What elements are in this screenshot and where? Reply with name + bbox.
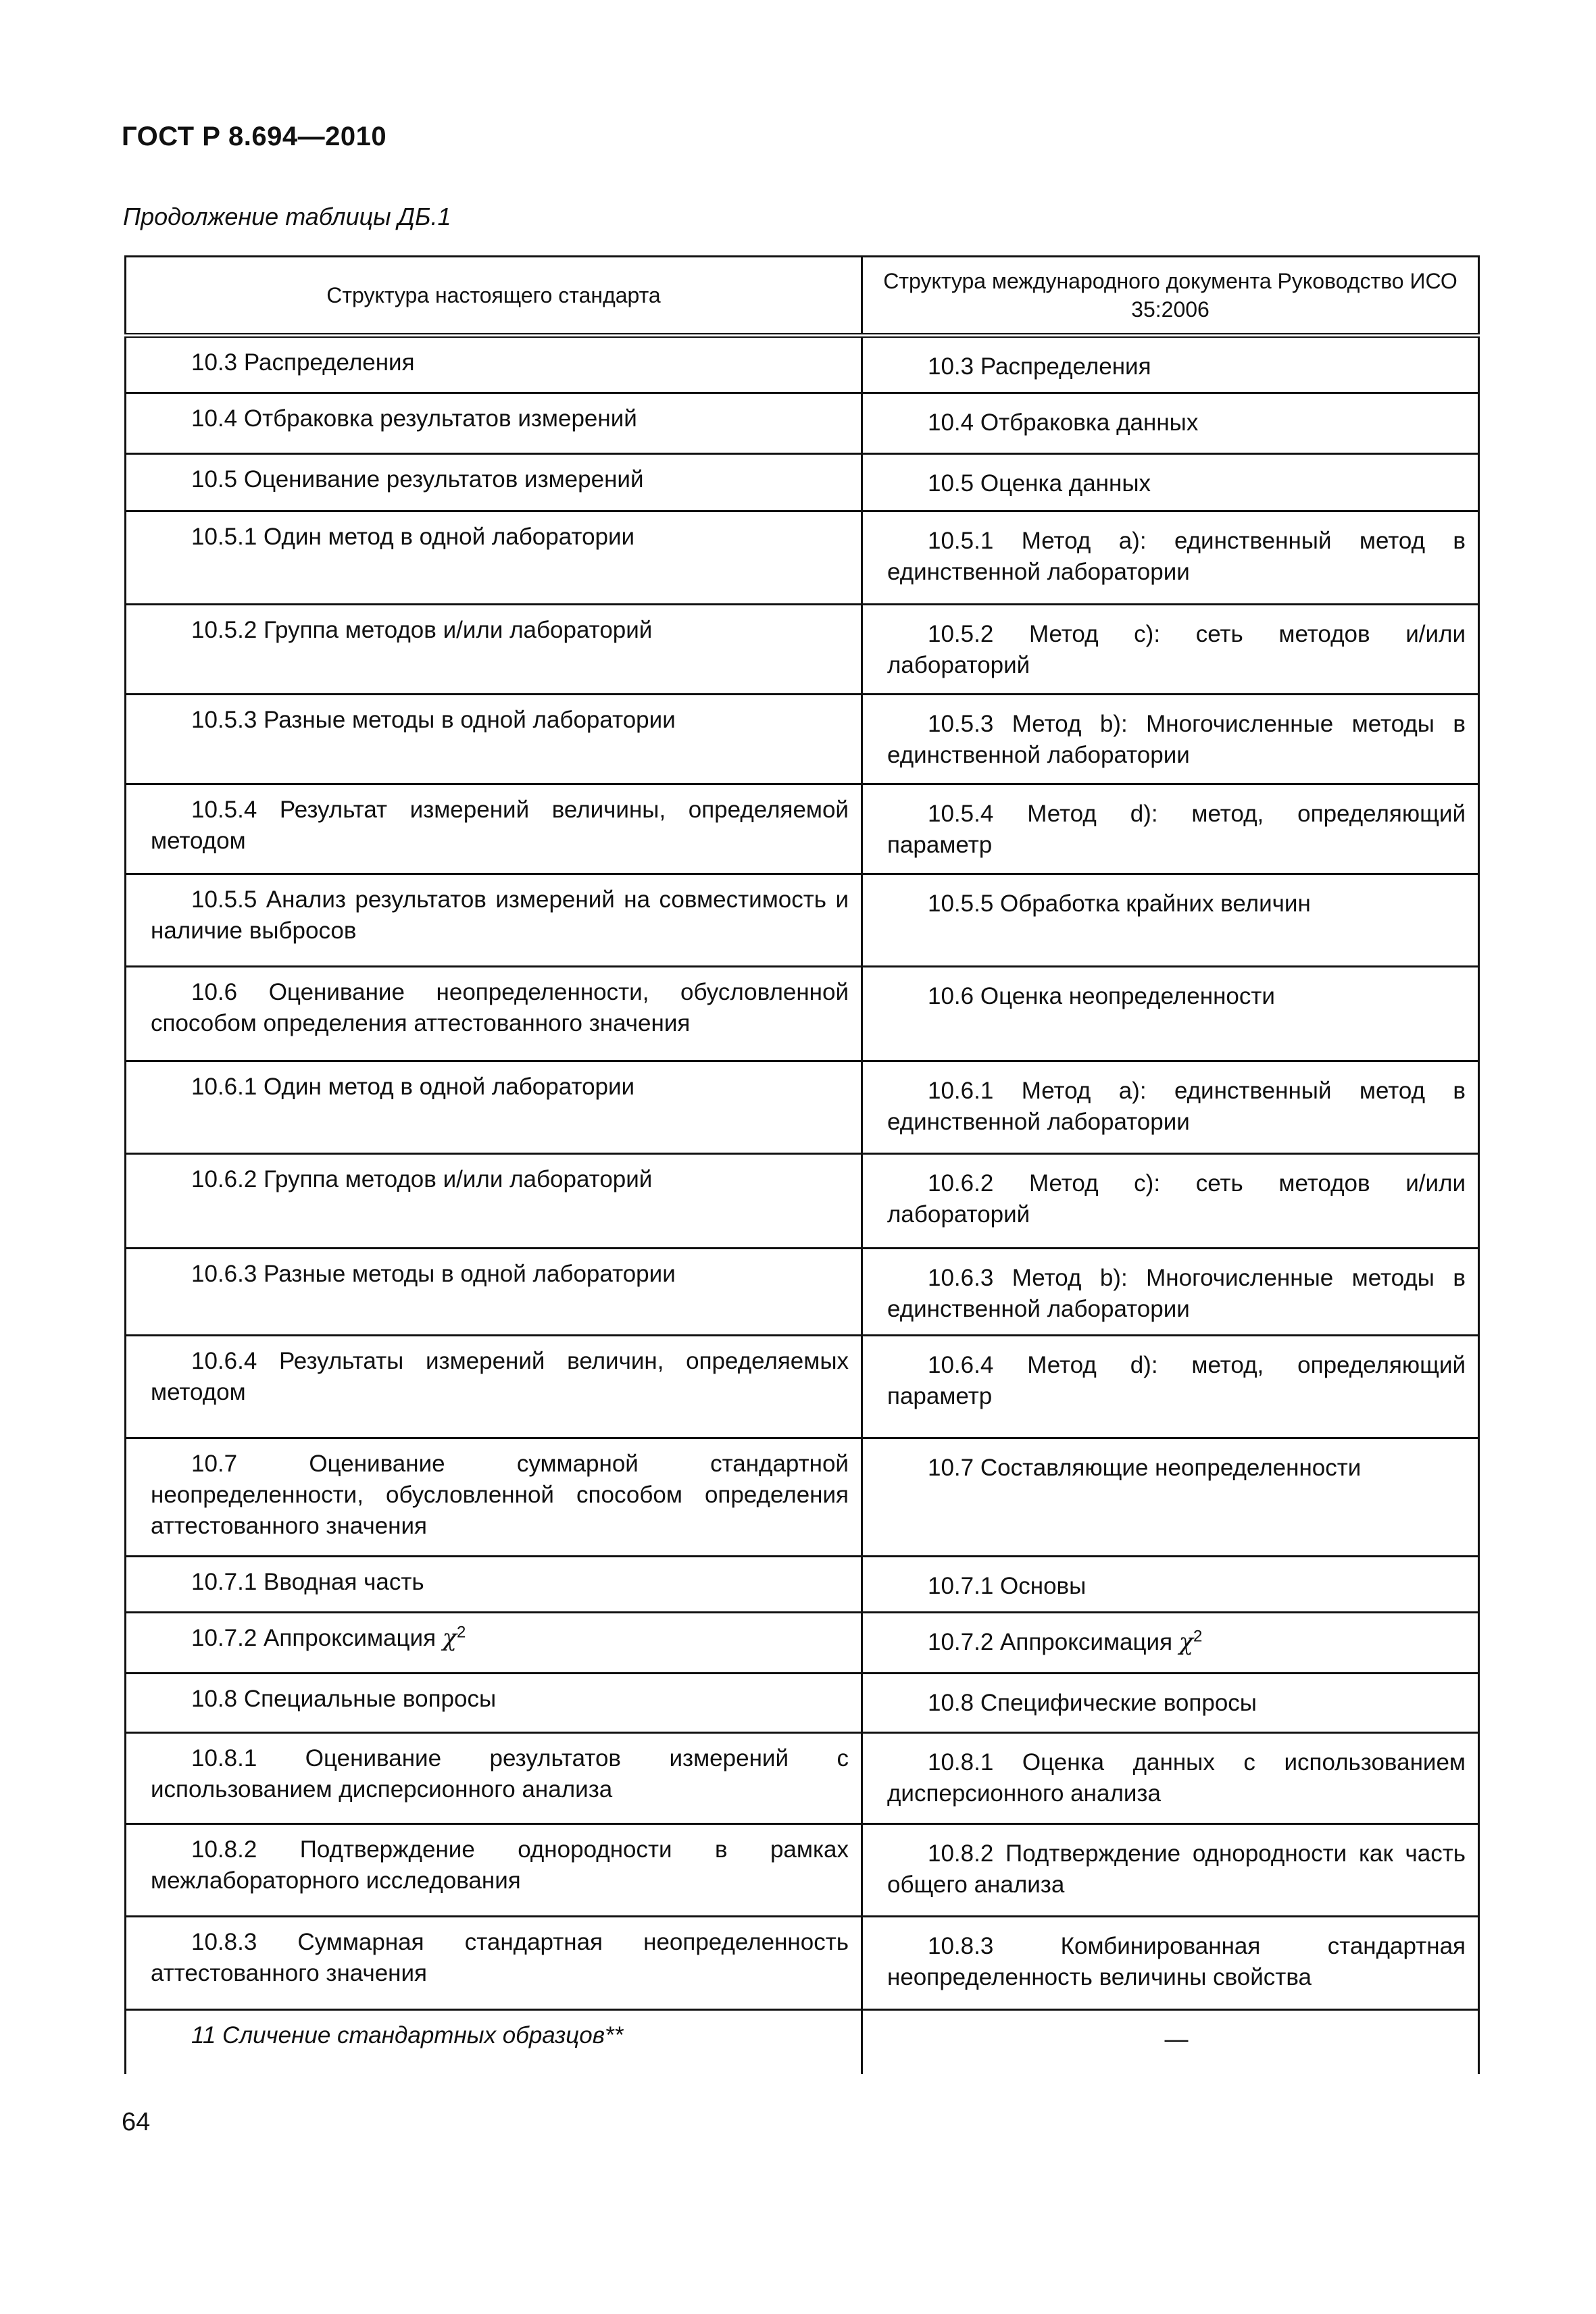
cell-right: 10.6.2 Метод c): сеть методов и/или лабораторий [862, 1154, 1479, 1249]
cell-left: 10.8 Специальные вопросы [126, 1674, 862, 1733]
comparison-table [124, 255, 1480, 2074]
cell-right [862, 1613, 1479, 1674]
cell-left: 10.5.3 Разные методы в одной лаборатории [126, 695, 862, 784]
table-row [126, 1249, 1479, 1336]
cell-right: 10.8 Специфические вопросы [862, 1674, 1479, 1733]
cell-right: 10.8.2 Подтверждение однородности как часть общего анализа [862, 1824, 1479, 1917]
cell-right: 10.6.1 Метод a): единственный метод в единственной лаборатории [862, 1061, 1479, 1154]
cell-left: 10.6.3 Разные методы в одной лаборатории [126, 1249, 862, 1336]
cell-right: 10.5.3 Метод b): Многочисленные методы в единственной лаборатории [862, 695, 1479, 784]
table-row [126, 454, 1479, 511]
chi-symbol: χ [442, 1625, 457, 1652]
table-row [126, 1438, 1479, 1557]
cell-right: — [862, 2010, 1479, 2074]
cell-left: 10.8.3 Суммарная стандартная неопределенность аттестованного значения [126, 1917, 862, 2010]
chi-exponent: 2 [457, 1623, 466, 1642]
table-row [126, 393, 1479, 454]
page-number: 64 [122, 2108, 151, 2136]
table-row [126, 336, 1479, 393]
cell-left: 10.5.4 Результат измерений величины, определяемой методом [126, 784, 862, 874]
table-row [126, 511, 1479, 605]
cell-right: 10.6.3 Метод b): Многочисленные методы в единственной лаборатории [862, 1249, 1479, 1336]
cell-right: 10.3 Распределения [862, 336, 1479, 393]
cell-left: 10.7.1 Вводная часть [126, 1557, 862, 1613]
cell-right: 10.8.3 Комбинированная стандартная неопределенность величины свойства [862, 1917, 1479, 2010]
cell-left: 10.6.2 Группа методов и/или лабораторий [126, 1154, 862, 1249]
table-row [126, 1674, 1479, 1733]
cell-right: 10.5.2 Метод c): сеть методов и/или лабораторий [862, 605, 1479, 695]
table-row [126, 1917, 1479, 2010]
cell-right: 10.5.1 Метод a): единственный метод в единственной лаборатории [862, 511, 1479, 605]
table-caption: Продолжение таблицы ДБ.1 [123, 203, 451, 230]
table-row [126, 1557, 1479, 1613]
cell-left: 10.7 Оценивание суммарной стандартной неопределенности, обусловленной способом определения аттестованного значения [126, 1438, 862, 1557]
cell-left [126, 1613, 862, 1674]
document-header: ГОСТ Р 8.694—2010 [122, 122, 387, 151]
chi-symbol: χ [1178, 1629, 1194, 1656]
approx-label: 10.7.2 Аппроксимация [928, 1629, 1173, 1655]
cell-left: 11 Сличение стандартных образцов** [126, 2010, 862, 2074]
cell-right: 10.6 Оценка неопределенности [862, 967, 1479, 1061]
cell-left: 10.8.1 Оценивание результатов измерений с использованием дисперсионного анализа [126, 1733, 862, 1824]
cell-right: 10.8.1 Оценка данных с использованием дисперсионного анализа [862, 1733, 1479, 1824]
chi-exponent: 2 [1193, 1627, 1203, 1646]
cell-left: 10.8.2 Подтверждение однородности в рамках межлабораторного исследования [126, 1824, 862, 1917]
table-header-row [126, 257, 1479, 336]
column-header-right: Структура международного документа Руководство ИСО 35:2006 [862, 257, 1479, 336]
cell-left: 10.6.4 Результаты измерений величин, определяемых методом [126, 1336, 862, 1438]
table-row [126, 874, 1479, 967]
cell-left: 10.5.2 Группа методов и/или лабораторий [126, 605, 862, 695]
cell-right: 10.5.5 Обработка крайних величин [862, 874, 1479, 967]
cell-right: 10.7.1 Основы [862, 1557, 1479, 1613]
cell-left: 10.5.5 Анализ результатов измерений на совместимость и наличие выбросов [126, 874, 862, 967]
approx-label: 10.7.2 Аппроксимация [191, 1625, 437, 1651]
cell-left: 10.4 Отбраковка результатов измерений [126, 393, 862, 454]
cell-right: 10.5.4 Метод d): метод, определяющий параметр [862, 784, 1479, 874]
table-row [126, 1154, 1479, 1249]
table-row [126, 967, 1479, 1061]
cell-left: 10.5.1 Один метод в одной лаборатории [126, 511, 862, 605]
cell-left: 10.6.1 Один метод в одной лаборатории [126, 1061, 862, 1154]
table-row [126, 605, 1479, 695]
cell-left: 10.3 Распределения [126, 336, 862, 393]
table-row [126, 784, 1479, 874]
cell-right: 10.6.4 Метод d): метод, определяющий параметр [862, 1336, 1479, 1438]
cell-right: 10.7 Составляющие неопределенности [862, 1438, 1479, 1557]
table-row [126, 1733, 1479, 1824]
table-row [126, 1061, 1479, 1154]
table-row [126, 2010, 1479, 2074]
cell-left: 10.5 Оценивание результатов измерений [126, 454, 862, 511]
cell-left: 10.6 Оценивание неопределенности, обусловленной способом определения аттестованного значения [126, 967, 862, 1061]
column-header-left: Структура настоящего стандарта [126, 257, 862, 336]
table-row [126, 1824, 1479, 1917]
table-row [126, 695, 1479, 784]
cell-right: 10.5 Оценка данных [862, 454, 1479, 511]
cell-right: 10.4 Отбраковка данных [862, 393, 1479, 454]
table-row [126, 1613, 1479, 1674]
table-row [126, 1336, 1479, 1438]
